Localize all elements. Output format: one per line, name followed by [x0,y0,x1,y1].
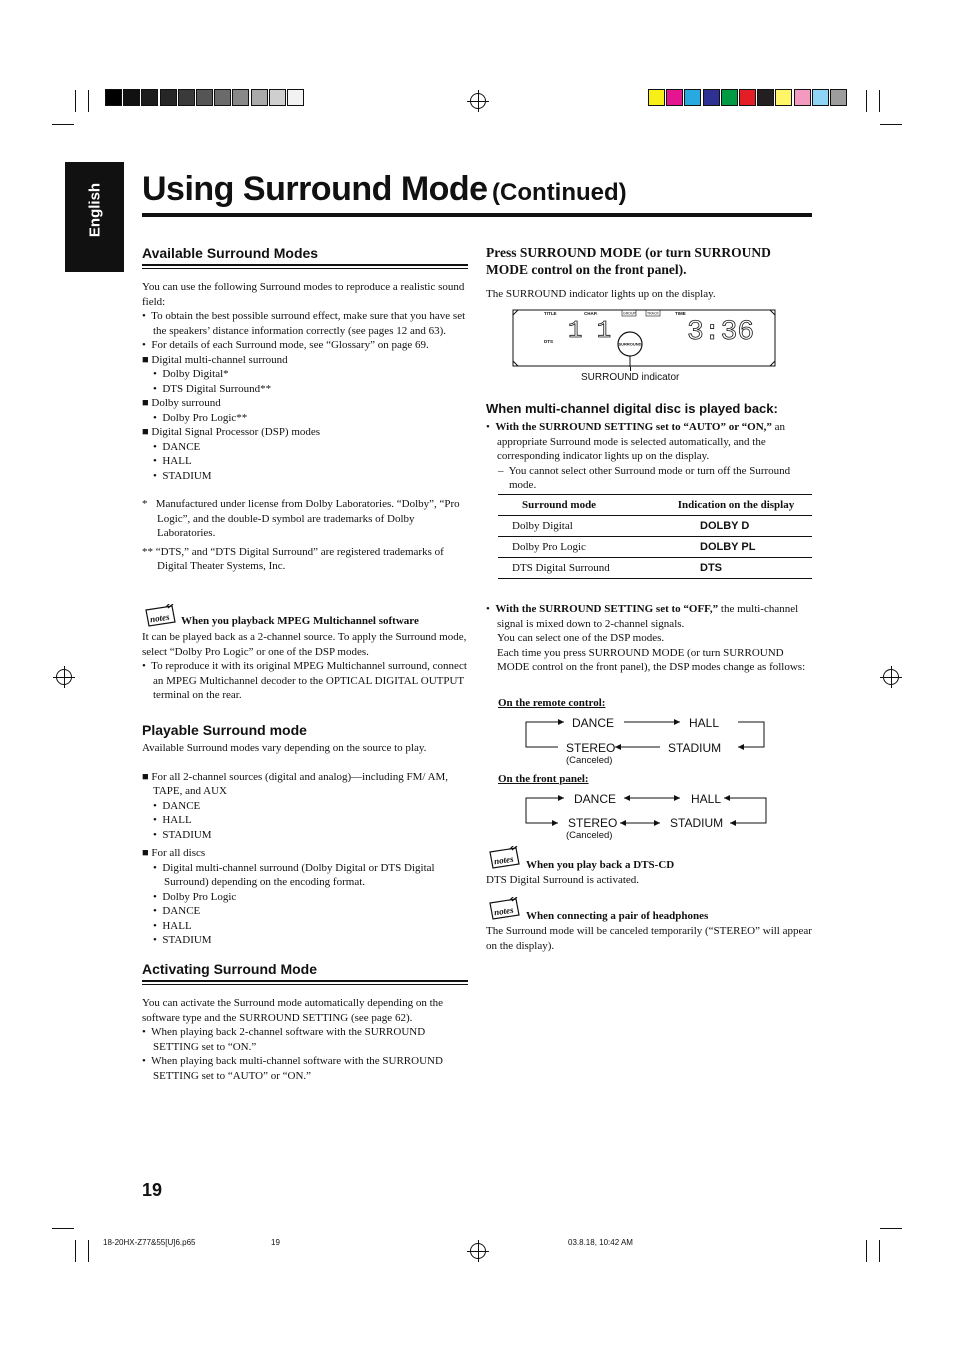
svg-text:TRACK: TRACK [647,311,659,316]
multi-bullet-auto: • With the SURROUND SETTING set to “AUTO” or “ON,” an appropriate Surround mode is selected automatically, and the corresponding indicator lights up on the display. [486,421,786,462]
svg-text:SURROUND: SURROUND [618,341,642,347]
color-swatch [123,89,140,106]
multi-off-line: Each time you press SURROUND MODE (or turn SURROUND MODE control on the front panel), the DSP modes change as follows: [497,646,806,673]
registration-mark-left [56,669,72,685]
note-text-dts: DTS Digital Surround is activated. [486,874,640,886]
flow-stereo: STEREO [568,816,618,830]
color-swatch [721,89,738,106]
playable-section [142,741,468,948]
available-bullet: • To obtain the best possible surround effect, make sure that you have set the speakers’ distance information correctly (see pages 12 and 63). [142,310,466,337]
svg-text:notes: notes [493,853,515,867]
panel-flow-title: On the front panel: [498,773,589,785]
activating-bullet: • When playing back 2-channel software with the SURROUND SETTING set to “ON.” [142,1026,426,1053]
svg-text:notes: notes [493,904,515,918]
indicator-text: The SURROUND indicator lights up on the display. [486,288,716,300]
group-item: • DTS Digital Surround** [153,382,272,395]
panel-flow-diagram [520,788,770,848]
footnote: ** “DTS,” and “DTS Digital Surround” are registered trademarks of Digital Theater Systems, Inc. [142,545,444,572]
notes-icon [488,846,522,875]
activating-intro: You can activate the Surround mode automatically depending on the software type and the SURROUND SETTING (see page 62). [142,997,444,1024]
remote-flow-title: On the remote control: [498,697,606,709]
flow-stadium: STADIUM [670,816,724,830]
indicator-leader [630,367,631,371]
color-swatch [269,89,286,106]
available-section [142,280,468,574]
notes-icon [488,897,522,926]
note-title-mpeg: When you playback MPEG Multichannel software [181,615,419,627]
registration-mark-right [883,669,899,685]
color-swatch [757,89,774,106]
notes-icon [144,604,178,633]
group-item: • DANCE [153,799,201,812]
group-item: • Dolby Digital* [153,368,229,380]
color-swatch [214,89,231,106]
svg-text:DTS: DTS [544,339,553,344]
multi-heading: When multi-channel digital disc is played back: [486,401,778,416]
svg-text:3:36: 3:36 [687,317,755,348]
group-title: ■ Dolby surround [142,397,221,409]
svg-text:TIME: TIME [675,311,686,316]
color-swatch [775,89,792,106]
flow-hall: HALL [691,792,722,806]
color-swatch [287,89,304,106]
playable-heading: Playable Surround mode [142,722,307,738]
color-swatch [666,89,683,106]
available-bullet: • For details of each Surround mode, see “Glossary” on page 69. [142,339,429,351]
note-title-headphones: When connecting a pair of headphones [526,910,709,922]
group-title: ■ Digital multi-channel surround [142,353,288,366]
available-intro: You can use the following Surround modes to reproduce a realistic sound field: [142,281,465,308]
svg-text:GROUP: GROUP [623,311,636,316]
group-item: • STADIUM [153,469,212,482]
group-item: • HALL [153,814,192,826]
color-swatch [105,89,122,106]
group-item: • Dolby Pro Logic [153,890,237,903]
registration-mark-bottom [470,1243,486,1259]
color-swatch [684,89,701,106]
note-title-dts: When you play back a DTS-CD [526,859,675,871]
front-display-illustration [512,309,776,367]
color-swatch [178,89,195,106]
color-swatch [196,89,213,106]
page-title-suffix: (Continued) [492,179,627,206]
color-swatch [232,89,249,106]
svg-text:1 1: 1 1 [568,318,612,345]
table-row: Dolby Digital DOLBY D [498,516,812,537]
color-swatch [703,89,720,106]
title-rule [142,213,812,217]
flow-dance: DANCE [572,716,615,730]
color-swatch [160,89,177,106]
color-swatch [830,89,847,106]
color-swatch [648,89,665,106]
display-caption: SURROUND indicator [581,372,680,383]
color-swatch [739,89,756,106]
table-row: Dolby Pro Logic DOLBY PL [498,537,812,558]
group-title: ■ For all 2-channel sources (digital and analog)—including FM/ AM, TAPE, and AUX [142,770,449,797]
table-header-mode: Surround mode [498,495,660,516]
footer-timestamp: 03.8.18, 10:42 AM [568,1238,633,1247]
color-swatch [812,89,829,106]
remote-flow-diagram [520,712,770,772]
activating-heading: Activating Surround Mode [142,961,317,977]
group-item: • Dolby Pro Logic** [153,411,248,424]
group-item: • DANCE [153,905,201,917]
activating-section [142,996,468,1083]
indication-table [498,494,812,579]
footer-file: 18-20HX-Z77&55[U]6.p65 [103,1238,196,1247]
flow-stereo: STEREO [566,741,616,755]
flow-dance: DANCE [574,792,617,806]
multi-dash: – You cannot select other Surround mode or turn off the Surround mode. [498,464,791,491]
group-item: • HALL [153,919,192,932]
group-title: ■ Digital Signal Processor (DSP) modes [142,426,321,438]
language-tab-label: English [86,182,104,238]
group-item: • Digital multi-channel surround (Dolby Digital or DTS Digital Surround) depending on the encoding format. [153,861,435,888]
group-item: • HALL [153,455,192,467]
multi-off-line: You can select one of the DSP modes. [497,632,665,644]
color-swatch [794,89,811,106]
table-header-indication: Indication on the display [660,495,812,516]
svg-text:notes: notes [149,611,171,625]
footnote: * Manufactured under license from Dolby Laboratories. “Dolby”, “Pro Logic”, and the double-D symbol are trademarks of Dolby Laboratories. [142,498,460,539]
multi-section [486,420,812,493]
group-item: • DANCE [153,440,201,453]
available-heading: Available Surround Modes [142,245,319,261]
registration-mark-top [470,93,486,109]
flow-canceled: (Canceled) [566,755,613,766]
language-tab [65,162,124,272]
page-title [142,170,627,209]
color-swatch [251,89,268,106]
note-text-headphones: The Surround mode will be canceled temporarily (“STEREO” will appear on the display). [486,925,812,952]
group-item: • STADIUM [153,934,212,946]
multi-off-section [486,602,812,675]
playable-intro: Available Surround modes vary depending on the source to play. [142,742,427,754]
footer-page: 19 [271,1238,280,1247]
note-body-mpeg [142,630,468,703]
page-title-main: Using Surround Mode [142,170,488,208]
color-swatch [141,89,158,106]
group-item: • STADIUM [153,828,212,841]
flow-canceled: (Canceled) [566,830,613,841]
note-bullet: • To reproduce it with its original MPEG Multichannel surround, connect an MPEG Multichannel decoder to the OPTICAL DIGITAL OUTPUT terminal on the rear. [142,660,467,701]
svg-text:CHAP.: CHAP. [584,311,598,316]
flow-hall: HALL [689,716,720,730]
svg-text:TITLE: TITLE [544,311,557,316]
group-title: ■ For all discs [142,847,206,859]
page-number: 19 [142,1180,163,1200]
press-heading: Press SURROUND MODE (or turn SURROUND MODE control on the front panel). [486,245,771,277]
activating-bullet: • When playing back multi-channel software with the SURROUND SETTING set to “AUTO” or “ON.” [142,1055,443,1082]
note-text: It can be played back as a 2-channel source. To apply the Surround mode, select “Dolby Pro Logic” or one of the DSP modes. [142,631,467,658]
flow-stadium: STADIUM [668,741,722,755]
table-row: DTS Digital Surround DTS [498,558,812,579]
multi-bullet-off: • With the SURROUND SETTING set to “OFF,” the multi-channel signal is mixed down to 2-channel signals. [486,603,799,630]
